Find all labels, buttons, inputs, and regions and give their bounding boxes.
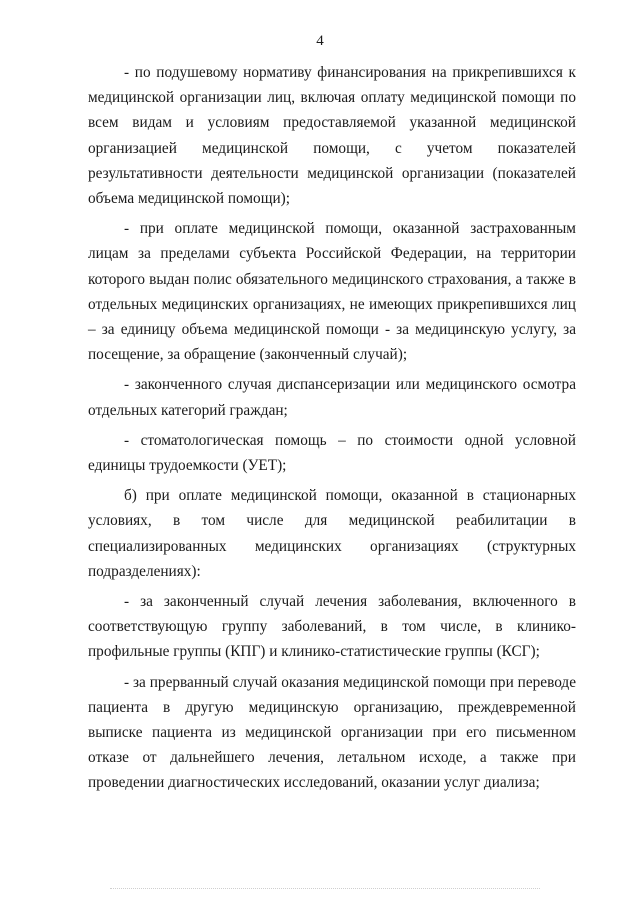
paragraph-dental-care: - стоматологическая помощь – по стоимости одной условной единицы трудоемкости (УЕТ); [88, 431, 576, 475]
document-body [88, 60, 576, 801]
paragraph-dispensarization: - законченного случая диспансеризации или медицинского осмотра отдельных категорий граждан; [88, 376, 576, 419]
paragraph-inpatient-payment: б) при оплате медицинской помощи, оказанной в стационарных условиях, в том числе для медицинской реабилитации в специализированных медицинских организациях (структурных подразделениях): [88, 487, 576, 580]
paragraph-outside-region-payment: - при оплате медицинской помощи, оказанной застрахованным лицам за пределами субъекта Российской Федерации, на территории которого выдан полис обязательного медицинского страхования, а также в отдельных медицинских организациях, не имеющих прикрепившихся лиц – за единицу объема медицинской помощи - за медицинскую услугу, за посещение, за обращение (законченный случай); [88, 220, 576, 364]
paragraph-interrupted-case: - за прерванный случай оказания медицинской помощи при переводе пациента в другую медицинскую организацию, преждевременной выписке пациента из медицинской организации при его письменном отказе от дальнейшего лечения, летальном исходе, а также при проведении диагностических исследований, оказании услуг диализа; [88, 673, 576, 792]
paragraph-capitation-funding: - по подушевому нормативу финансирования на прикрепившихся к медицинской организации лиц, включая оплату медицинской помощи по всем видам и условиям предоставляемой указанной медицинской организацией медицинской помощи, с учетом показателей результативности деятельности медицинской организации (показателей объема медицинской помощи); [88, 64, 576, 208]
page-number: 4 [316, 33, 324, 49]
paragraph-completed-case: - за законченный случай лечения заболевания, включенного в соответствующую группу заболеваний, в том числе, в клинико-профильные группы (КПГ) и клинико-статистические группы (КСГ); [88, 593, 576, 661]
footer-scan-line [110, 888, 540, 889]
